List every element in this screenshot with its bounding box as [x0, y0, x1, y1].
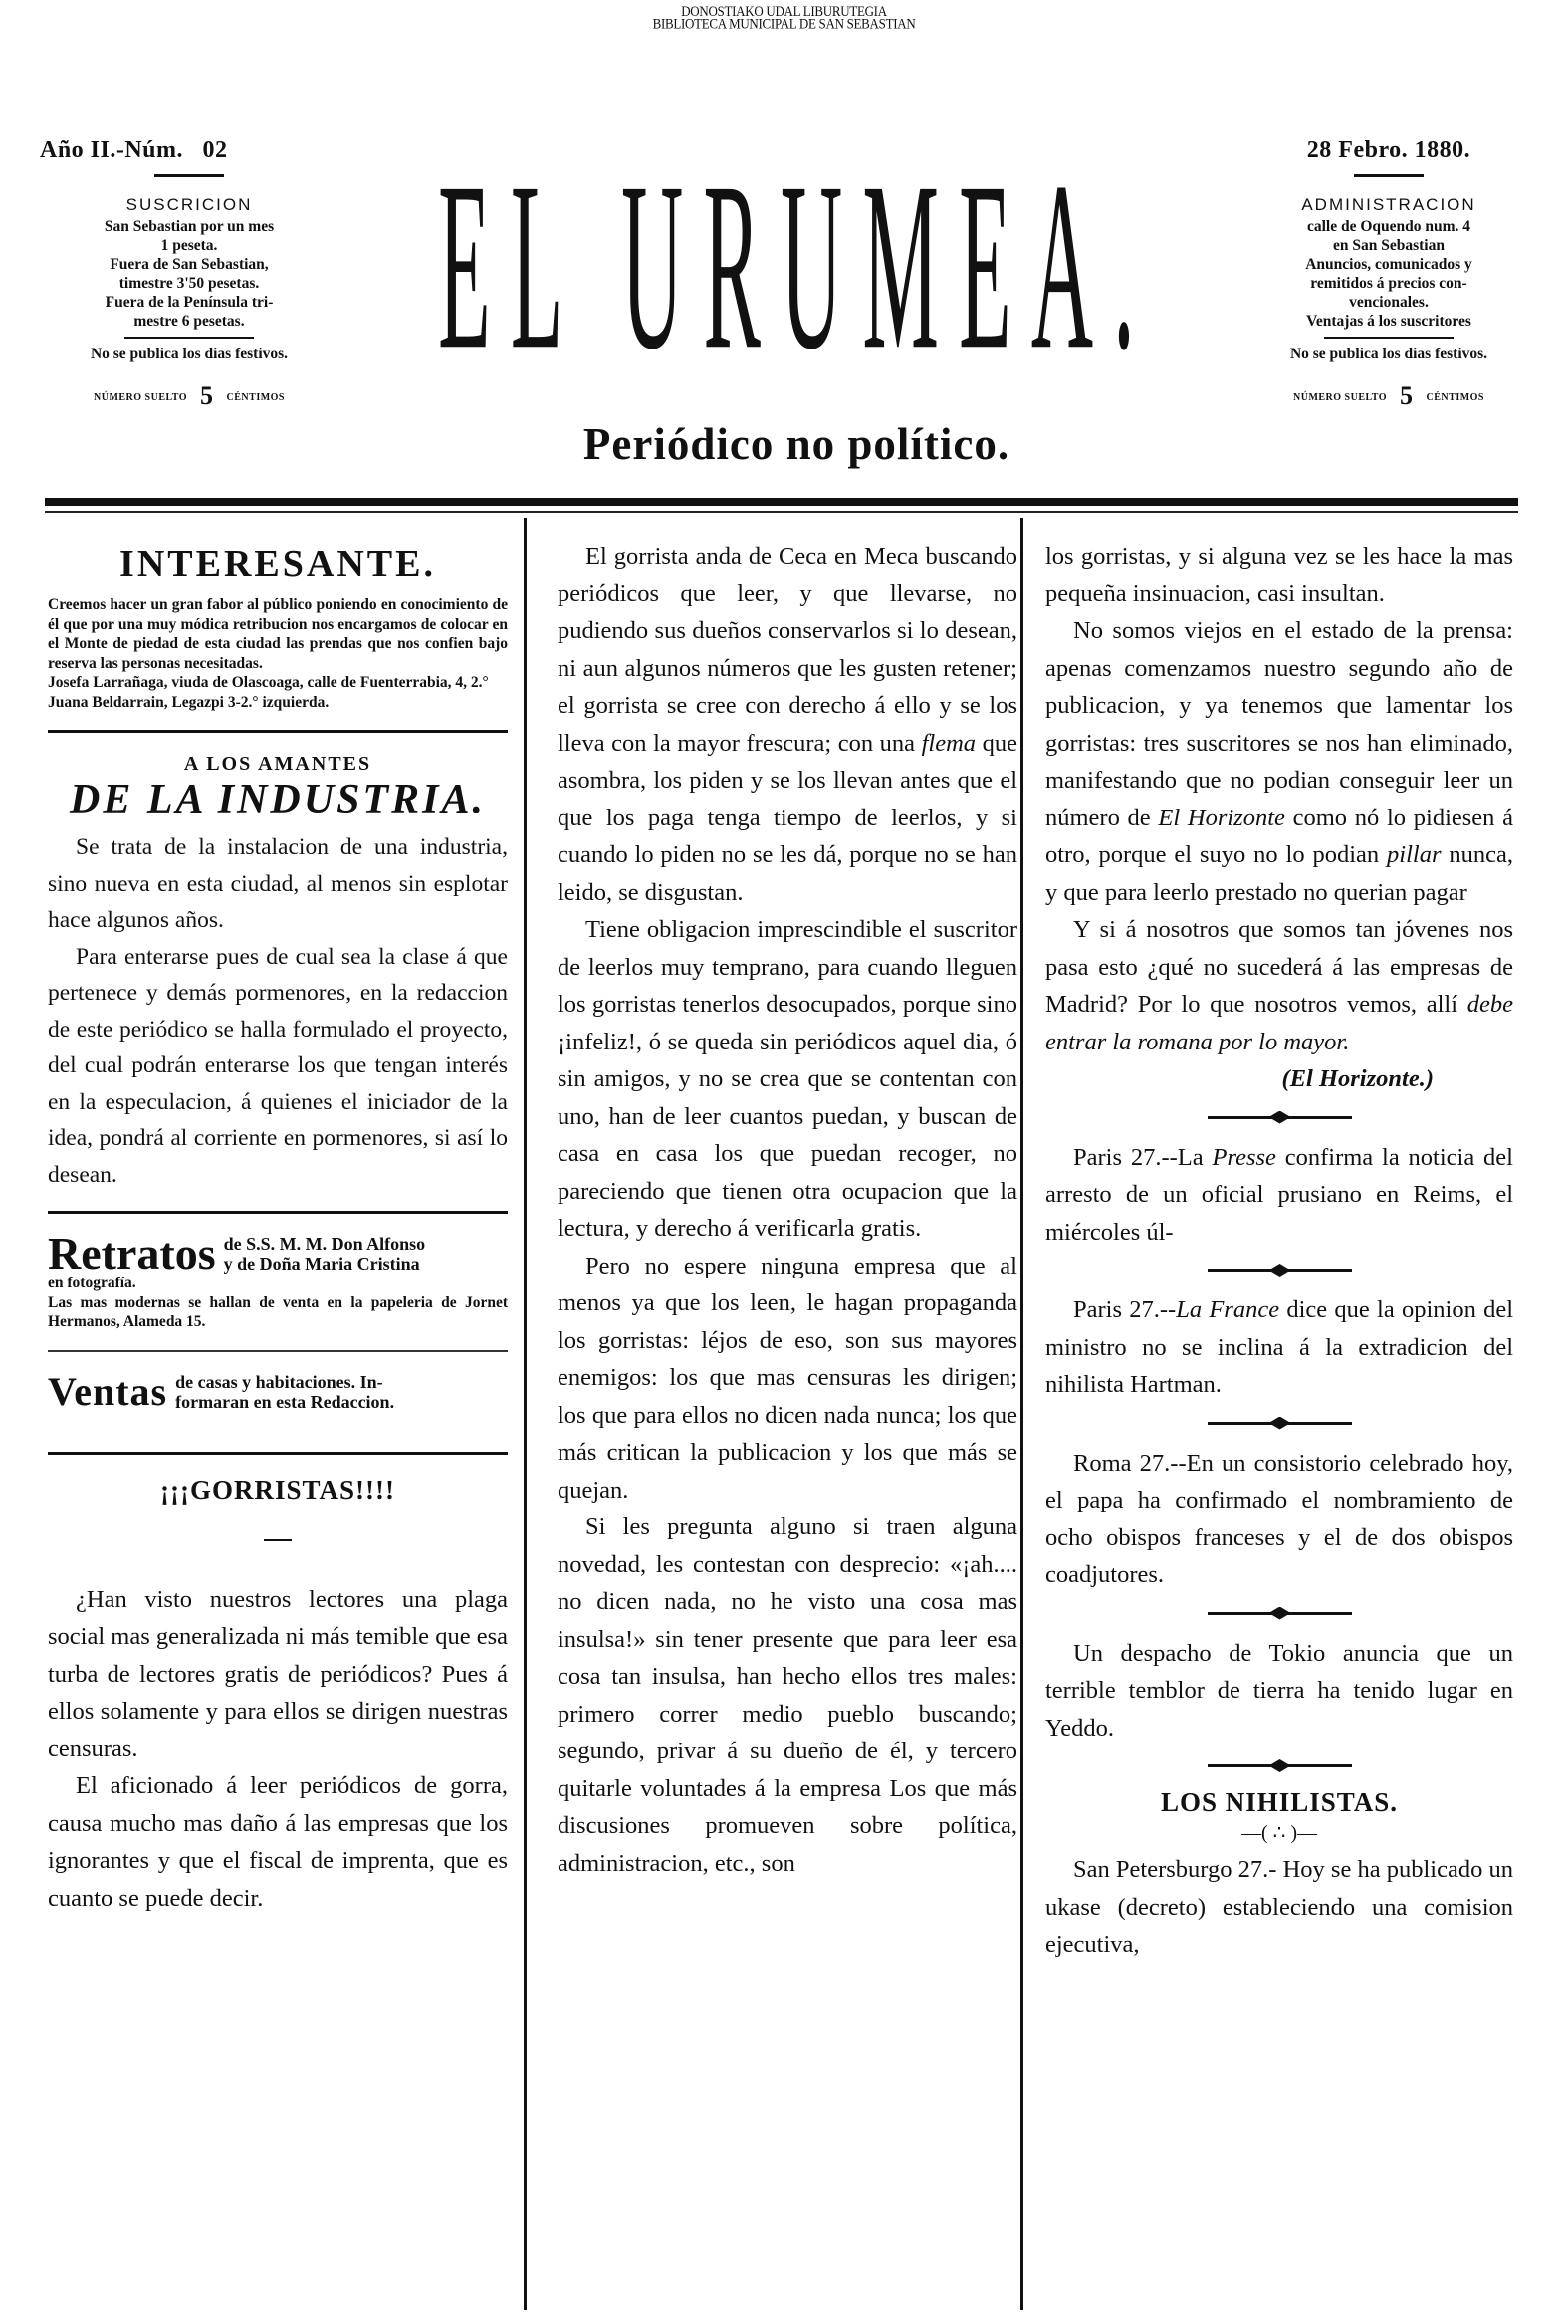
newspaper-subtitle: Periódico no político.: [582, 419, 1010, 469]
holiday-note: No se publica los dias festivos.: [1289, 346, 1488, 362]
paragraph-text: San Petersburgo 27.- Hoy se ha publicado un ukase (decreto) estableciendo una comision ejecutiva,: [1045, 1856, 1513, 1958]
news-item: [1045, 1851, 1513, 1964]
paragraph-text: Paris 27.--: [1073, 1296, 1177, 1323]
administration-line: Anuncios, comunicados y: [1305, 256, 1472, 273]
article-paragraph: [1045, 612, 1513, 911]
masthead-rule: [45, 498, 1518, 506]
article-gorristas: [48, 1475, 508, 1918]
article-interesante: [48, 542, 508, 712]
subscription-line: Fuera de San Sebastian,: [110, 256, 269, 273]
article-paragraph: [1045, 911, 1513, 1060]
administration-line: calle de Oquendo num. 4: [1306, 218, 1471, 235]
news-item: [1045, 1635, 1513, 1747]
emphasis-text: El Horizonte: [1158, 804, 1285, 831]
article-paragraph: [48, 1767, 508, 1917]
article-heading: INTERESANTE.: [119, 543, 436, 584]
emphasis-text: debe entrar la romana por lo mayor.: [1045, 991, 1513, 1055]
article-paragraph: [558, 1248, 1017, 1510]
paragraph-text: Si les pregunta alguno si traen alguna novedad, les contestan con desprecio: «¡ah.... no dicen nada, no he visto una cosa mas insulsa!» sin tener presente que para leer esa cosa tan insulsa, han hecho ellos tres males: primero correr medio pueblo buscando; segundo, privar á su dueño de él, y tercero quitarle voluntades á la empresa Los que más discusiones promueven sobre política, administracion, etc., son: [558, 1513, 1017, 1877]
section-rule: [48, 730, 508, 733]
article-body: [48, 595, 508, 673]
paragraph-text: ¿Han visto nuestros lectores una plaga social mas generalizada ni más temible que esa turba de lectores gratis de periódicos? Pues á ellos solamente y para ellos se dirigen nuestras censuras.: [48, 1585, 508, 1762]
ad-subline: [224, 1234, 426, 1274]
article-source: (El Horizonte.): [1281, 1065, 1434, 1092]
ad-retratos: [48, 1228, 508, 1332]
article-paragraph: [1045, 538, 1513, 612]
library-name-spanish: BIBLIOTECA MUNICIPAL DE SAN SEBASTIAN: [652, 14, 916, 32]
masthead-left-box: [40, 137, 338, 411]
article-heading: ¡¡¡GORRISTAS!!!!: [160, 1474, 395, 1505]
issue-date: 28 Febro. 1880.: [1306, 137, 1471, 163]
ad-header: [48, 1228, 508, 1278]
paragraph-text: Un despacho de Tokio anuncia que un terrible temblor de tierra ha tenido lugar en Yeddo.: [1045, 1639, 1513, 1742]
ad-keyword: Ventas: [48, 1368, 168, 1414]
subscription-line: timestre 3'50 pesetas.: [118, 275, 260, 292]
paragraph-text: Pero no espere ninguna empresa que al menos ya que los leen, le hagan propaganda los gorristas: léjos de eso, son sus mayores enemigos: los que mas censuras les dirigen; los que para ellos no dicen nada nunca; los que más critican la publicacion y los que más se quejan.: [558, 1252, 1017, 1504]
emphasis-text: La France: [1176, 1296, 1280, 1323]
paragraph-text: El aficionado á leer periódicos de gorra, causa mucho mas daño á las empresas que los ignorantes y que el fiscal de imprenta, que es cuanto se puede decir.: [48, 1772, 508, 1912]
section-rule: [48, 1211, 508, 1214]
paragraph-text: Roma 27.--En un consistorio celebrado hoy, el papa ha confirmado el nombramiento de ocho obispos franceses y el de dos obispos coadjutores.: [1045, 1449, 1513, 1588]
paragraph-text: los gorristas, y si alguna vez se les hace la mas pequeña insinuacion, casi insultan.: [1045, 543, 1513, 607]
news-separator: [1208, 1764, 1352, 1767]
paragraph-text: El gorrista anda de Ceca en Meca buscando periódicos que leer, y que llevarse, no pudiendo sus dueños conservarlos si lo desean, ni aun algunos números que les gusten retener; el gorrista se cree con derecho á ello y se los lleva con la mayor frescura; con una: [558, 543, 1017, 757]
masthead-right-box: [1230, 137, 1548, 411]
price-label: NÚMERO SUELTO: [94, 392, 188, 403]
single-copy-price: [40, 381, 338, 411]
ad-line: de S.S. M. M. Don Alfonso: [223, 1234, 426, 1254]
section-rule: [48, 1350, 508, 1352]
news-separator: [1208, 1116, 1352, 1119]
administration-heading: ADMINISTRACION: [1301, 195, 1476, 214]
subscription-line: San Sebastian por un mes: [104, 218, 275, 235]
subscription-heading: SUSCRICION: [125, 195, 253, 214]
column-2: [558, 538, 1017, 1882]
article-heading: LOS NIHILISTAS.: [1160, 1787, 1399, 1817]
column-divider: [1020, 518, 1023, 2310]
emphasis-text: flema: [921, 729, 977, 757]
news-item: [1045, 1139, 1513, 1252]
price-unit: CÉNTIMOS: [1426, 392, 1484, 403]
divider: [1324, 337, 1454, 339]
article-paragraph: [558, 911, 1017, 1248]
article-heading: DE LA INDUSTRIA.: [70, 777, 486, 822]
ad-subline: [175, 1372, 394, 1412]
ad-line: y de Doña Maria Cristina: [223, 1254, 420, 1274]
subscription-line: Fuera de la Península tri-: [105, 294, 274, 311]
newspaper-title: [358, 132, 1234, 400]
contact-text: Juana Beldarrain, Legazpi 3-2.° izquierda.: [48, 693, 330, 711]
news-separator: [1208, 1269, 1352, 1272]
column-divider: [524, 518, 527, 2310]
paragraph-text: nunca, y que para leerlo prestado no querian pagar: [1045, 841, 1514, 906]
paragraph-text: Paris 27.--La: [1073, 1143, 1213, 1171]
paragraph-text: confirma la noticia del arresto de un oficial prusiano en Reims, el miércoles úl-: [1045, 1143, 1513, 1246]
article-paragraph: [48, 939, 508, 1194]
article-paragraph: [48, 829, 508, 939]
ad-keyword: Retratos: [48, 1228, 216, 1278]
article-paragraph: [558, 1509, 1017, 1882]
article-industria: [48, 753, 508, 1193]
paragraph-text: Se trata de la instalacion de una industria, sino nueva en esta ciudad, al menos sin esplotar hace algunos años.: [48, 834, 508, 933]
divider: [124, 337, 254, 339]
article-kicker: A LOS AMANTES: [183, 753, 372, 775]
ad-ventas: [48, 1368, 508, 1414]
ornament-icon: —( ∴ )—: [1240, 1822, 1318, 1844]
single-copy-price: [1230, 381, 1548, 411]
paragraph-text: Y si á nosotros que somos tan jóvenes nos pasa esto ¿qué no sucederá á las empresas de Madrid? Por lo que nosotros vemos, allí: [1045, 916, 1513, 1018]
heading-dash: [264, 1539, 292, 1541]
masthead-rule-thin: [45, 511, 1518, 513]
paragraph-text: No somos viejos en el estado de la prensa: apenas comenzamos nuestro segundo año de publicacion, y ya tenemos que lamentar los gorristas: tres suscritores se nos han eliminado, manifestando que no podian conseguir leer un número de: [1045, 617, 1513, 831]
paragraph-text: Las mas modernas se hallan de venta en la papeleria de Jornet Hermanos, Alameda 15.: [48, 1293, 508, 1330]
article-paragraph: [48, 1581, 508, 1768]
article-paragraph: [558, 538, 1017, 911]
paragraph-text: Creemos hacer un gran fabor al público poniendo en conocimiento de él que por una muy módica retribucion nos encargamos de colocar en el Monte de piedad de esta ciudad las prendas que nos confien bajo reserva las personas necesitadas.: [48, 596, 508, 672]
ad-body: [48, 1293, 508, 1332]
library-stamp: [0, 2, 1568, 32]
paragraph-text: que asombra, los piden y se los llevan antes que el que los paga tenga tiempo de leerlos, y si cuando lo piden no se les dá, porque no se han leido, se disgustan.: [558, 729, 1017, 906]
paragraph-text: como nó lo pidiesen á otro, porque el suyo no lo podian: [1045, 804, 1513, 868]
contact-text: Josefa Larrañaga, viuda de Olascoaga, calle de Fuenterrabia, 4, 2.°: [48, 674, 489, 691]
administration-line: Ventajas á los suscritores: [1306, 313, 1471, 330]
divider: [1354, 174, 1424, 177]
issue-number: Año II.-Núm. 02: [40, 137, 228, 163]
news-separator: [1208, 1612, 1352, 1615]
holiday-note: No se publica los dias festivos.: [90, 346, 289, 362]
newspaper-name: EL URUMEA.: [438, 132, 1155, 400]
emphasis-text: Presse: [1212, 1143, 1276, 1171]
news-separator: [1208, 1422, 1352, 1425]
price-unit: CÉNTIMOS: [226, 392, 285, 403]
administration-line: en San Sebastian: [1333, 237, 1445, 254]
ad-line: formaran en esta Redaccion.: [175, 1391, 395, 1412]
column-3: [1045, 538, 1513, 1964]
ad-line: de casas y habitaciones. In-: [175, 1371, 383, 1392]
paragraph-text: dice que la opinion del ministro no se inclina á la extradicion del nihilista Hartman.: [1045, 1296, 1514, 1398]
article-contact: [48, 693, 508, 713]
section-rule: [48, 1452, 508, 1455]
news-item: [1045, 1445, 1513, 1594]
divider: [154, 174, 224, 177]
price-label: NÚMERO SUELTO: [1293, 392, 1388, 403]
ad-body: en fotografía.: [48, 1275, 136, 1291]
emphasis-text: pillar: [1387, 841, 1442, 868]
paragraph-text: Para enterarse pues de cual sea la clase á que pertenece y demás pormenores, en la redaccion de este periódico se halla formulado el proyecto, del cual podrán enterarse los que tengan interés en la especulacion, á quienes el iniciador de la idea, pondrá al corriente en pormenores, si así lo desean.: [48, 943, 508, 1188]
library-name-basque: DONOSTIAKO UDAL LIBURUTEGIA: [681, 2, 887, 20]
administration-line: vencionales.: [1349, 294, 1429, 311]
administration-line: remitidos á precios con-: [1310, 275, 1467, 292]
article-contact: [48, 673, 508, 693]
price-value: 5: [200, 381, 214, 410]
price-value: 5: [1400, 381, 1414, 410]
subscription-line: 1 peseta.: [160, 237, 218, 254]
subscription-line: mestre 6 pesetas.: [133, 313, 245, 330]
paragraph-text: Tiene obligacion imprescindible el suscritor de leerlos muy temprano, para cuando lleguen los gorristas tenerlos desocupados, porque sino ¡infeliz!, ó se queda sin periódicos aquel dia, ó sin amigos, y no se crea que se contentan con uno, han de leer cuantos puedan, y buscan de casa en casa los que puedan recoger, no pareciendo que tienen otra ocupacion que la lectura, y derecho á verificarla gratis.: [558, 916, 1017, 1242]
news-item: [1045, 1291, 1513, 1404]
column-1: [48, 538, 508, 1917]
